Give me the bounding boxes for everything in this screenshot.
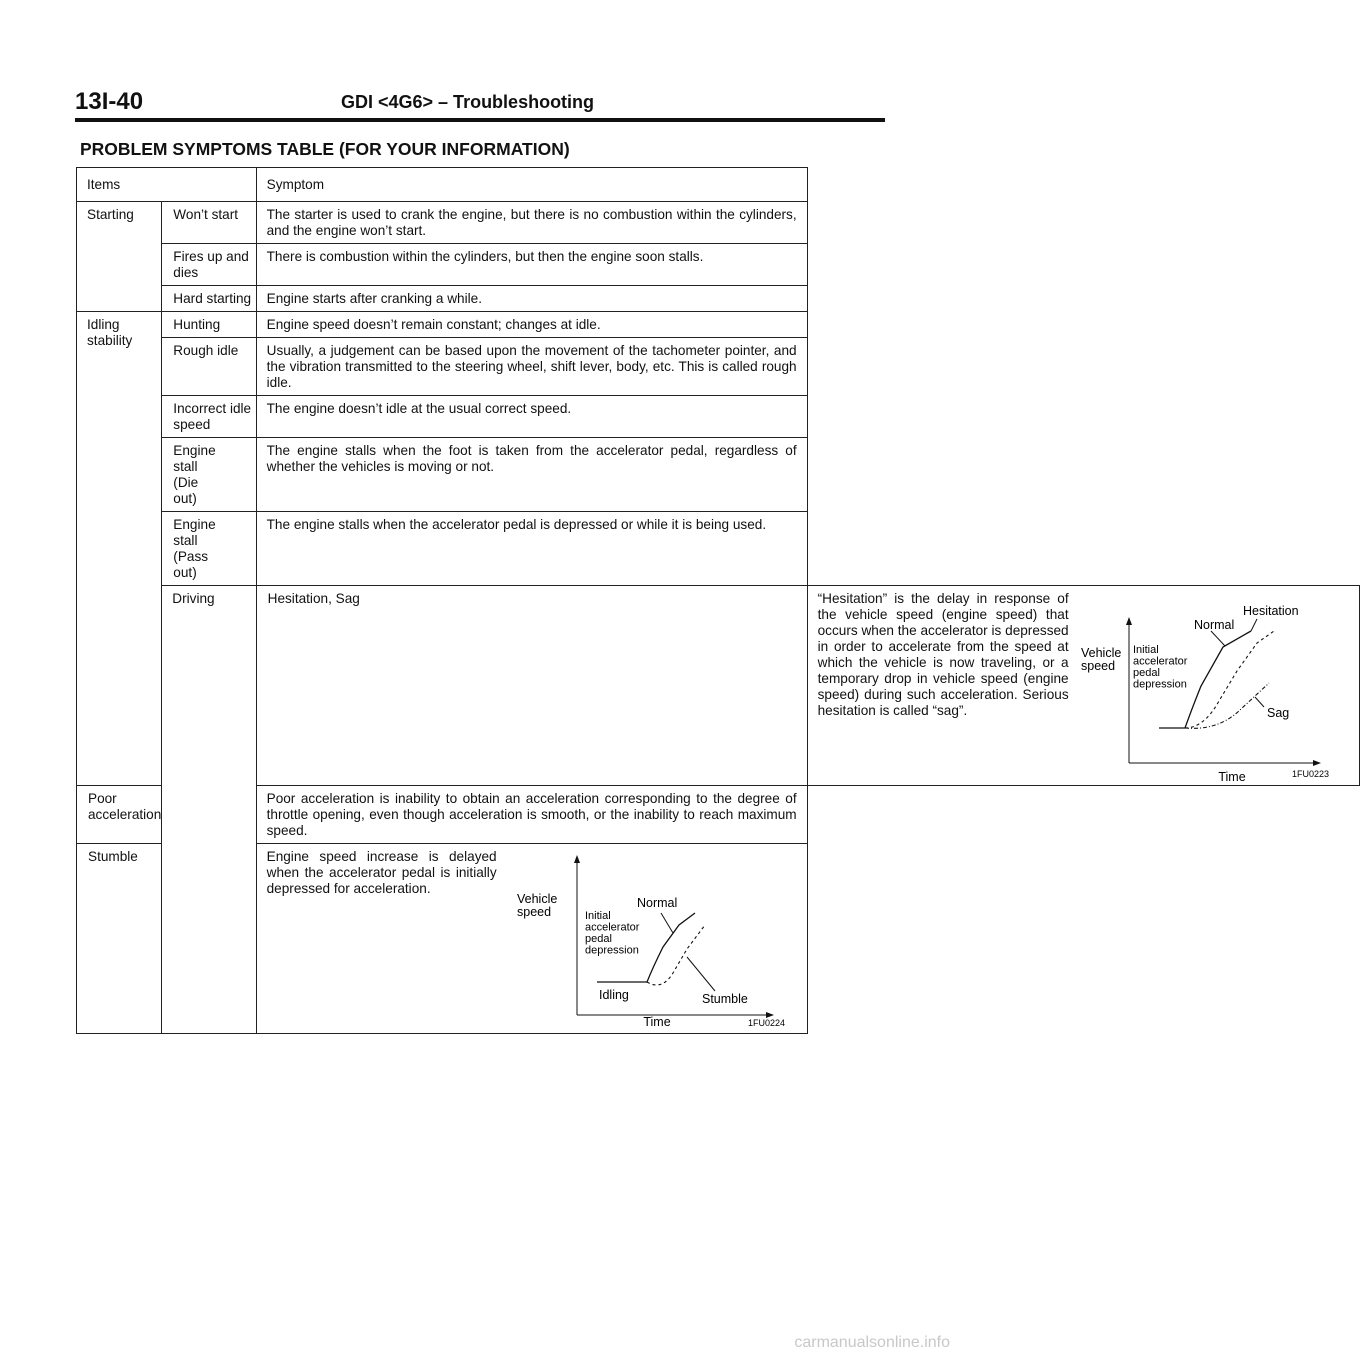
diagram-x-label: Time bbox=[642, 1015, 671, 1029]
category-idling: Idling stability bbox=[77, 312, 162, 786]
items-header: Items bbox=[77, 168, 257, 202]
symptom-text: Usually, a judgement can be based upon the movement of the tachometer pointer, and the vibration transmitted to the steering wheel, shift lever, body, etc. This is called rough idle. bbox=[256, 338, 807, 396]
initial-pedal-label: Initial accelerator pedal depression bbox=[584, 910, 640, 957]
y-axis-arrow bbox=[1126, 617, 1132, 625]
hesitation-leader bbox=[1251, 619, 1257, 631]
item-label: Engine stall (Pass out) bbox=[162, 512, 256, 586]
watermark: carmanualsonline.info bbox=[794, 1334, 950, 1351]
table-row bbox=[77, 438, 1360, 512]
stumble-label: Stumble bbox=[701, 992, 748, 1006]
symptom-header: Symptom bbox=[256, 168, 807, 202]
hesitation-curve bbox=[1185, 631, 1274, 728]
item-label: Fires up and dies bbox=[162, 244, 256, 286]
table-row bbox=[77, 312, 1360, 338]
symptom-text: The starter is used to crank the engine, but there is no combustion within the cylinders, and the engine won’t start. bbox=[256, 202, 807, 244]
figure-code: 1FU0224 bbox=[747, 1018, 785, 1028]
table-title: PROBLEM SYMPTOMS TABLE (FOR YOUR INFORMATION) bbox=[80, 139, 570, 159]
table-row bbox=[77, 786, 1360, 844]
item-label: Hard starting bbox=[162, 286, 256, 312]
page-header bbox=[75, 88, 885, 122]
section-title: GDI <4G6> – Troubleshooting bbox=[341, 92, 595, 112]
normal-label: Normal bbox=[636, 896, 677, 910]
initial-pedal-label: Initial accelerator pedal depression bbox=[1132, 644, 1188, 691]
diagram-y-label: Vehicle speed bbox=[516, 892, 557, 920]
hesitation-label: Hesitation bbox=[1242, 604, 1299, 618]
table-row bbox=[77, 286, 1360, 312]
x-axis-arrow bbox=[1313, 760, 1321, 766]
normal-leader bbox=[1211, 631, 1225, 646]
symptom-text: Engine starts after cranking a while. bbox=[256, 286, 807, 312]
normal-leader bbox=[661, 913, 673, 933]
sag-label: Sag bbox=[1266, 706, 1289, 720]
table-row bbox=[77, 512, 1360, 586]
item-label: Stumble bbox=[77, 844, 162, 1034]
item-label: Rough idle bbox=[162, 338, 256, 396]
item-label: Won’t start bbox=[162, 202, 256, 244]
sag-curve bbox=[1185, 683, 1269, 728]
table-row bbox=[77, 844, 1360, 1034]
idling-label: Idling bbox=[598, 988, 629, 1002]
symptom-text: Engine speed increase is delayed when the accelerator pedal is initially depressed for acceleration. bbox=[266, 849, 497, 896]
normal-label: Normal bbox=[1193, 618, 1234, 632]
item-label: Poor acceleration bbox=[77, 786, 162, 844]
symptoms-table bbox=[76, 167, 1360, 1034]
table-row bbox=[77, 338, 1360, 396]
sag-leader bbox=[1255, 697, 1264, 707]
table-header-row bbox=[77, 168, 1360, 202]
y-axis-arrow bbox=[574, 855, 580, 863]
category-starting: Starting bbox=[77, 202, 162, 312]
symptom-text: There is combustion within the cylinders, but then the engine soon stalls. bbox=[256, 244, 807, 286]
stumble-curve bbox=[647, 925, 705, 985]
table-row bbox=[77, 396, 1360, 438]
symptom-text: The engine stalls when the foot is taken from the accelerator pedal, regardless of whether the vehicles is moving or not. bbox=[256, 438, 807, 512]
figure-code: 1FU0223 bbox=[1291, 769, 1329, 779]
symptom-text: Engine speed doesn’t remain constant; changes at idle. bbox=[256, 312, 807, 338]
symptom-text: The engine stalls when the accelerator pedal is depressed or while it is being used. bbox=[256, 512, 807, 586]
page-number: 13I-40 bbox=[75, 88, 144, 115]
symptom-text: Poor acceleration is inability to obtain an acceleration corresponding to the degree of throttle opening, even though acceleration is smooth, or the inability to reach maximum speed. bbox=[256, 786, 807, 844]
diagram-y-label: Vehicle speed bbox=[1080, 646, 1121, 674]
table-row bbox=[77, 202, 1360, 244]
table-row bbox=[77, 244, 1360, 286]
item-label: Hesitation, Sag bbox=[256, 586, 807, 786]
stumble-leader bbox=[687, 957, 715, 991]
symptom-cell-hesitation bbox=[807, 586, 1359, 786]
item-label: Incorrect idle speed bbox=[162, 396, 256, 438]
diagram-x-label: Time bbox=[1217, 770, 1246, 784]
symptom-cell-stumble bbox=[256, 844, 807, 1034]
hesitation-diagram bbox=[1069, 591, 1349, 784]
table-row bbox=[77, 586, 1360, 786]
item-label: Hunting bbox=[162, 312, 256, 338]
category-driving: Driving bbox=[162, 586, 256, 1034]
symptom-text: The engine doesn’t idle at the usual correct speed. bbox=[256, 396, 807, 438]
item-label: Engine stall (Die out) bbox=[162, 438, 256, 512]
stumble-diagram bbox=[497, 849, 797, 1029]
symptom-text: “Hesitation” is the delay in response of the vehicle speed (engine speed) that occurs when the accelerator is depressed in order to accelerate from the speed at which the vehicle is now traveling, or a temporary drop in vehicle speed (engine speed) during such acceleration. Serious hesitation is called “sag”. bbox=[817, 591, 1069, 718]
